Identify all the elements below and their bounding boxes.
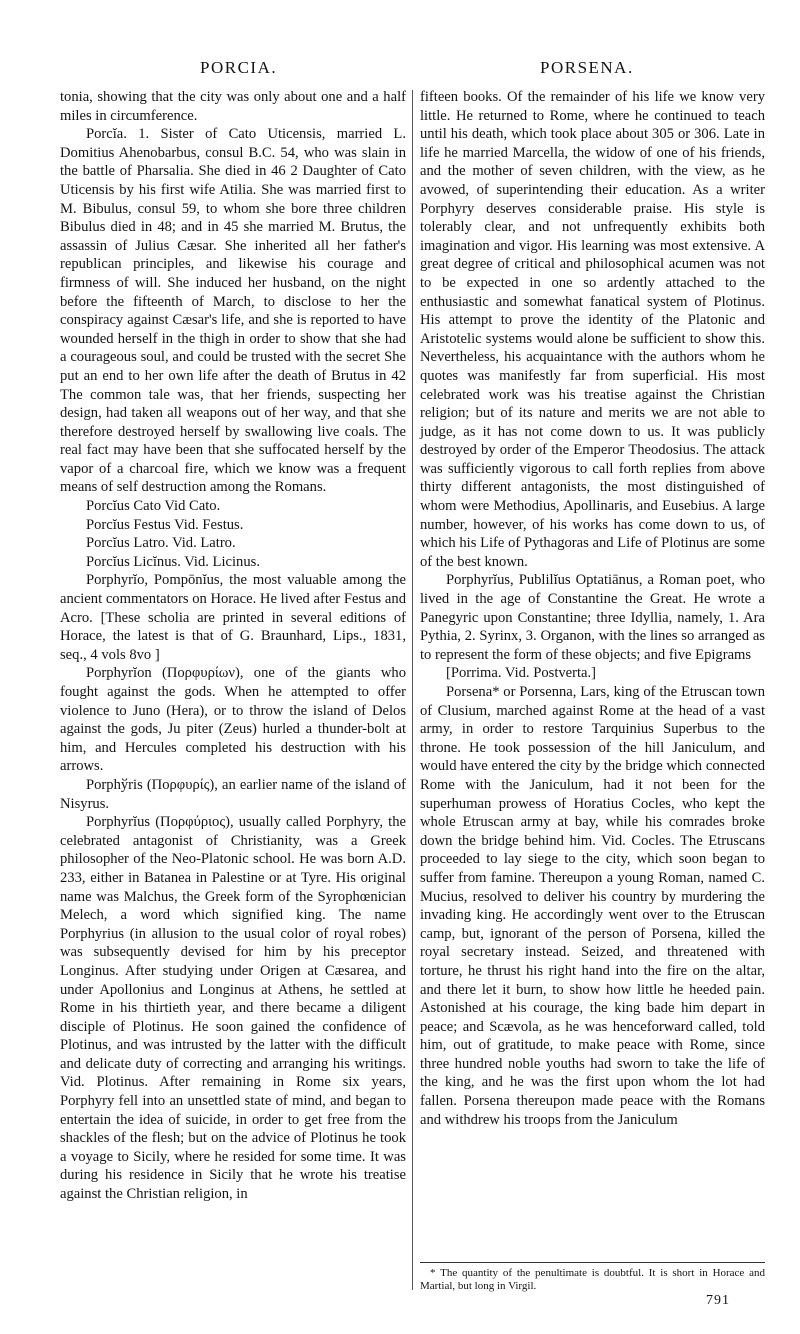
right-column [420,88,765,1129]
entry-porphyrius-publilius: Porphyrĭus, Publilĭus Optatiānus, a Roman poet, who lived in the age of Constantine the Great. He wrote a Panegyric upon Constantine; three Idyllia, namely, 1. Ara Pythia, 2. Syrinx, 3. Organon, with the lines so arranged as to represent the form of these objects; and five Epigrams [420,572,765,663]
entry-porcius-cato: Porcĭus Cato Vid Cato. [86,498,221,515]
entry-porcius-festus: Porcĭus Festus Vid. Festus. [86,516,244,533]
page-number: 791 [706,1293,730,1308]
column-divider [412,90,413,1290]
left-column [60,88,406,1204]
entry-paragraph: tonia, showing that the city was only about one and a half miles in circumference. [60,89,406,124]
entry-porphyrius-continued: fifteen books. Of the remainder of his life we know very little. He returned to Rome, where he continued to teach until his death, which took place about 305 or 306. Late in life he married Marcella, the widow of one of his friends, and the mother of seven children, with the view, as he avowed, of superintending their education. As a writer Porphyry deserves considerable praise. His style is tolerably clear, and not unfrequently exhibits both imagination and vigor. His learning was most extensive. A great degree of critical and philosophical acumen was not to be expected in one so ardently attached to the enthusiastic and somewhat fanatical system of Plotinus. His attempt to prove the identity of the Platonic and Aristotelic systems would alone be sufficient to show this. Nevertheless, his acquaintance with the authors whom he quotes was manifestly far from superficial. His most celebrated work was his treatise against the Christian religion; but of its nature and merits we are not able to judge, as it has not come down to us. It was publicly destroyed by order of the Emperor Theodosius. The attack was sufficiently vigorous to call forth replies from above thirty different antagonists, the most distinguished of whom were Methodius, Apollinaris, and Eusebius. A large number, however, of his works has come down to us, of which his Life of Pythagoras and Life of Plotinus are some of the best known. [420,89,765,570]
entry-porphyrio: Porphyrĭo, Pompōnĭus, the most valuable among the ancient commentators on Horace. He lived after Festus and Acro. [These scholia are printed in several editions of Horace, the latest is that of G. Braunhard, Lips., 1831, seq., 4 vols 8vo ] [60,572,406,663]
running-header-left: PORCIA. [200,58,278,77]
entry-porrima: [Porrima. Vid. Postverta.] [446,665,597,682]
footnote-rule [420,1262,765,1263]
entry-porsena: Porsena* or Porsenna, Lars, king of the Etruscan town of Clusium, marched against Rome at the head of a vast army, in order to restore Tarquinius Superbus to the throne. He took possession of the hill Janiculum, and would have entered the city by the bridge which connected Rome with the Janiculum, had it not been for the superhuman prowess of Horatius Cocles, who kept the whole Etruscan army at bay, while his comrades broke down the bridge behind him. Vid. Cocles. The Etruscans proceeded to lay siege to the city, which soon began to suffer from famine. Thereupon a young Roman, named C. Mucius, resolved to deliver his country by murdering the invading king. He accordingly went over to the Etruscan camp, but, ignorant of the person of Porsena, killed the royal secretary instead. Seized, and threatened with torture, he thrust his right hand into the fire on the altar, and there let it burn, to show how little he heeded pain. Astonished at his courage, the king bade him depart in peace; and Scævola, as he was henceforward called, told him, out of gratitude, to make peace with Rome, since three hundred noble youths had sworn to take the life of the king, and he was the first upon whom the lot had fallen. Porsena thereupon made peace with the Romans and withdrew his troops from the Janiculum [420,684,765,1128]
running-header-right: PORSENA. [540,58,634,77]
entry-porcius-licinus: Porcĭus Licĭnus. Vid. Licinus. [86,553,260,570]
footnote: * The quantity of the penultimate is doubtful. It is short in Horace and Martial, but long in Virgil. [420,1267,765,1292]
entry-porphyrius: Porphyrĭus (Πορφύριος), usually called Porphyry, the celebrated antagonist of Christianity, was a Greek philosopher of the Neo-Platonic school. He was born A.D. 233, either in Batanea in Palestine or at Tyre. His original name was Malchus, the Greek form of the Syrophœnician Melech, a word which signified king. The name Porphyrius (in allusion to the usual color of royal robes) was subsequently devised for him by his preceptor Longinus. After studying under Origen at Cæsarea, and under Apollonius and Longinus at Athens, he settled at Rome in his thirtieth year, and there became a diligent disciple of Plotinus. He soon gained the confidence of Plotinus, and was intrusted by the latter with the difficult and delicate duty of correcting and arranging his writings. Vid. Plotinus. After remaining in Rome six years, Porphyry fell into an unsettled state of mind, and began to entertain the idea of suicide, in order to get free from the shackles of the flesh; but on the advice of Plotinus he took a voyage to Sicily, where he resided for some time. It was during his residence in Sicily that he wrote his treatise against the Christian religion, in [60,814,406,1203]
entry-porphyrion: Porphyrĭon (Πορφυρίων), one of the giants who fought against the gods. When he attempted to offer violence to Juno (Hera), or to throw the island of Delos against the gods, Ju piter (Zeus) hurled a thunder-bolt at him, and Hercules completed his destruction with his arrows. [60,665,406,775]
entry-porcia: Porcĭa. 1. Sister of Cato Uticensis, married L. Domitius Ahenobarbus, consul B.C. 54, who was slain in the battle of Pharsalia. She died in 46 2 Daughter of Cato Uticensis by his first wife Atilia. She was married first to M. Bibulus, consul 59, to whom she bore three children Bibulus died in 48; and in 45 she married M. Brutus, the assassin of Julius Cæsar. She inherited all her father's republican principles, and likewise his courage and firmness of will. She induced her husband, on the night before the fifteenth of March, to disclose to her the conspiracy against Cæsar's life, and she is reported to have wounded herself in the thigh in order to show that she had a courageous soul, and could be trusted with the secret She put an end to her own life after the death of Brutus in 42 The common tale was, that her friends, suspecting her design, had taken all weapons out of her way, and that she therefore destroyed herself by swallowing live coals. The real fact may have been that she suffocated herself by the vapor of a charcoal fire, which we know was a frequent means of self destruction among the Romans. [60,126,406,496]
entry-porphyris: Porphўris (Πορφυρίς), an earlier name of the island of Nisyrus. [60,776,406,812]
cross-reference-list [60,497,406,571]
entry-porcius-latro: Porcĭus Latro. Vid. Latro. [86,535,236,552]
